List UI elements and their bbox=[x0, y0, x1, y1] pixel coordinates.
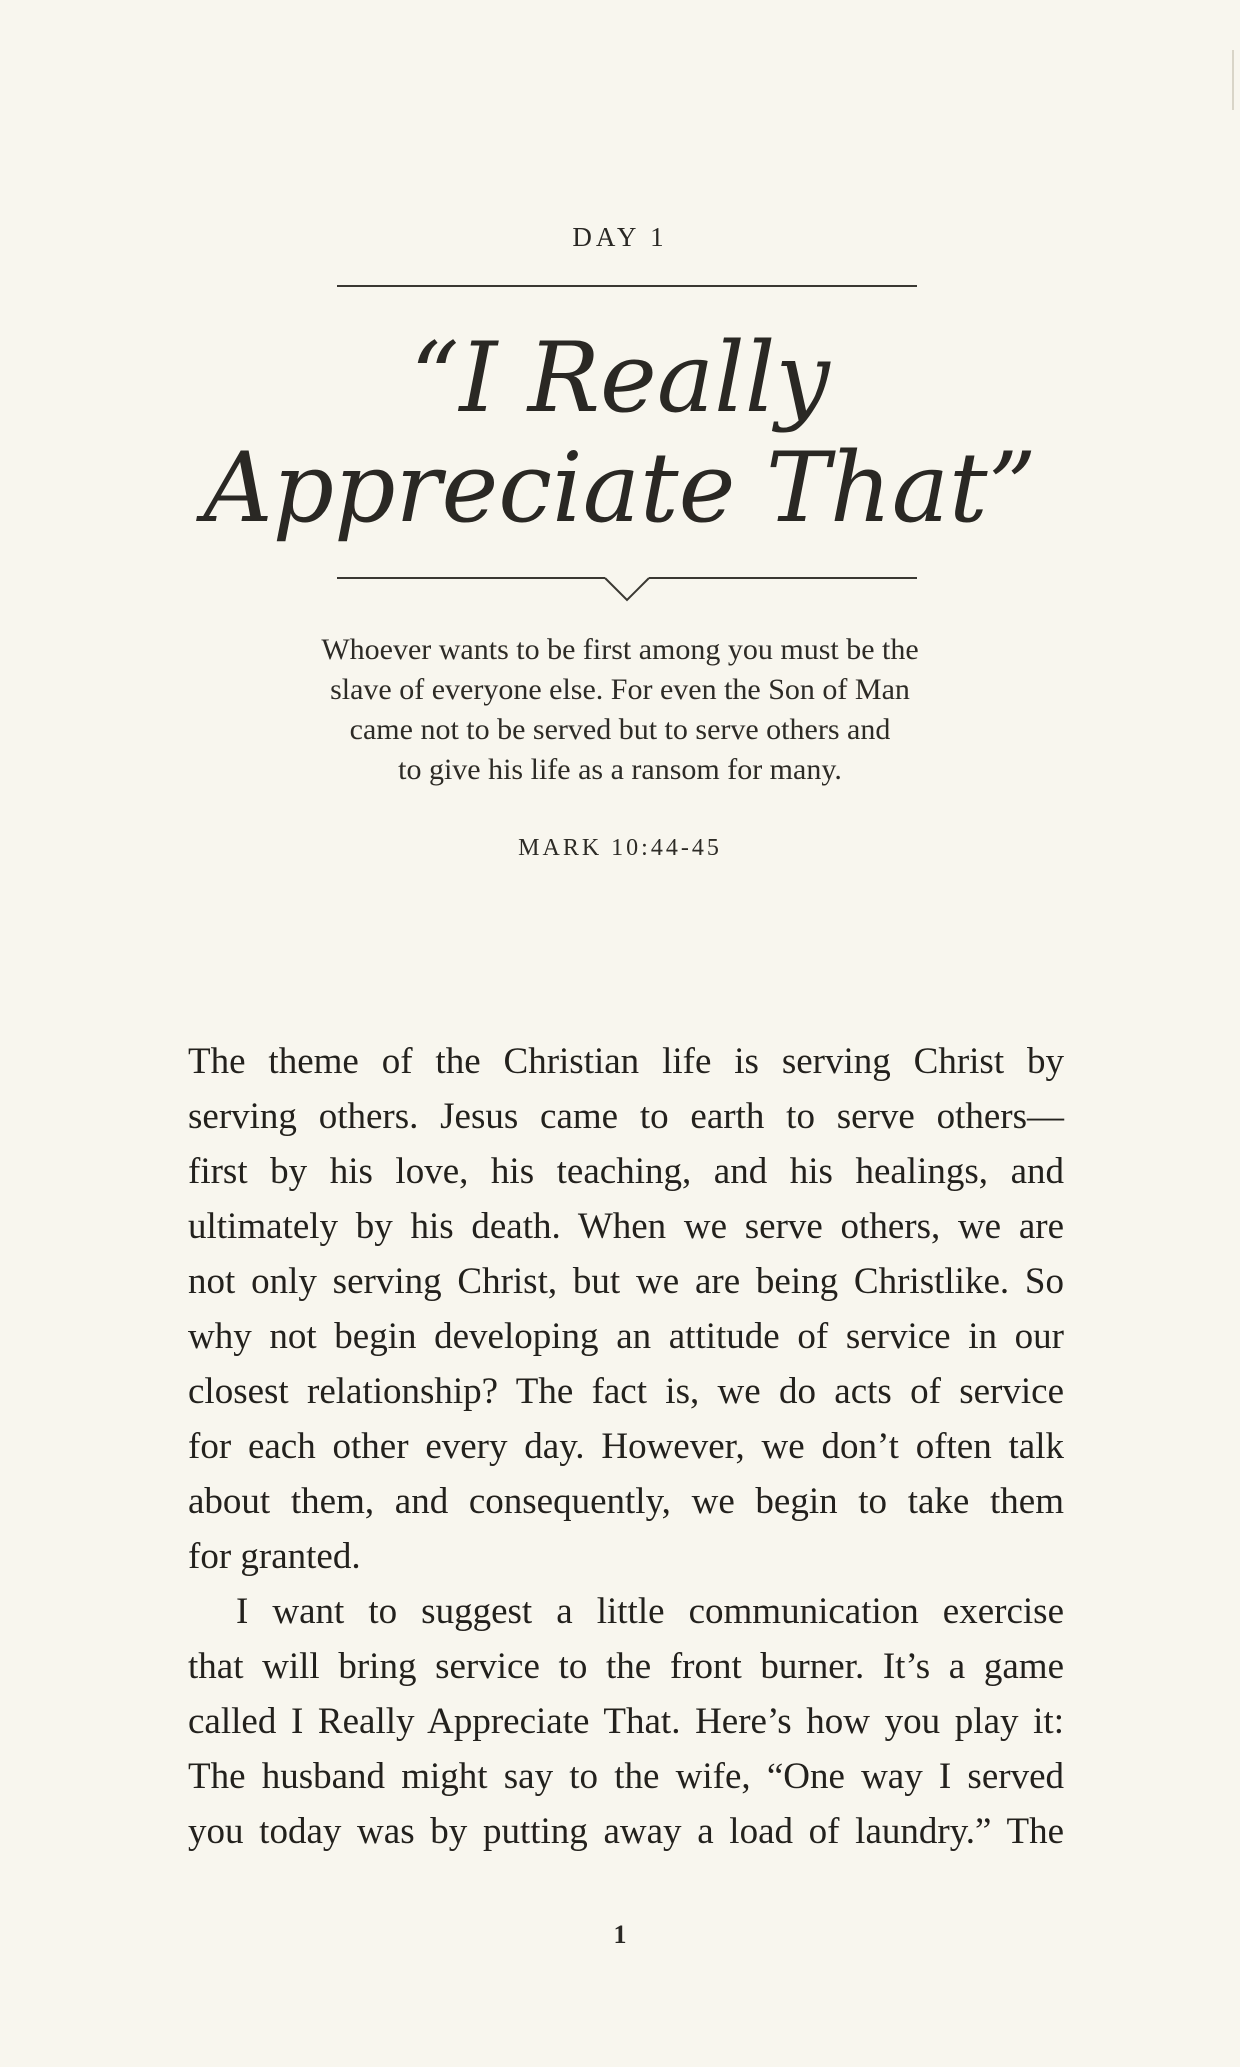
chapter-title-line-2: Appreciate That” bbox=[203, 432, 1037, 544]
epigraph-line: slave of everyone else. For even the Son of Man bbox=[330, 673, 910, 706]
body-line: for each other every day. However, we don’t often talk bbox=[188, 1426, 1064, 1467]
body-line: The theme of the Christian life is serving Christ by bbox=[188, 1041, 1064, 1082]
body-line: serving others. Jesus came to earth to serve others— bbox=[188, 1096, 1064, 1137]
body-line: you today was by putting away a load of laundry.” The bbox=[188, 1811, 1064, 1852]
scan-artifact-mark bbox=[1232, 50, 1234, 110]
body-line: called I Really Appreciate That. Here’s how you play it: bbox=[188, 1701, 1064, 1742]
epigraph-line: Whoever wants to be first among you must be the bbox=[321, 633, 919, 666]
body-line: I want to suggest a little communication exercise bbox=[236, 1591, 1064, 1632]
body-line: The husband might say to the wife, “One way I served bbox=[188, 1756, 1064, 1797]
page-number: 1 bbox=[613, 1920, 627, 1949]
body-line: that will bring service to the front burner. It’s a game bbox=[188, 1646, 1064, 1687]
day-label: DAY 1 bbox=[572, 222, 668, 252]
body-line: closest relationship? The fact is, we do acts of service bbox=[188, 1371, 1064, 1412]
scripture-reference: MARK 10:44-45 bbox=[518, 835, 722, 861]
body-line: about them, and consequently, we begin to take them bbox=[188, 1481, 1064, 1522]
epigraph-line: came not to be served but to serve others and bbox=[349, 713, 891, 746]
body-line: not only serving Christ, but we are being Christlike. So bbox=[188, 1261, 1064, 1302]
chapter-title-line-1: “I Really bbox=[410, 322, 830, 434]
chevron-down-icon bbox=[605, 578, 649, 600]
body-text bbox=[188, 1034, 1064, 1859]
body-line: first by his love, his teaching, and his healings, and bbox=[188, 1151, 1064, 1192]
epigraph bbox=[240, 630, 1000, 790]
body-line: ultimately by his death. When we serve others, we are bbox=[188, 1206, 1064, 1247]
top-rule bbox=[337, 285, 917, 287]
epigraph-line: to give his life as a ransom for many. bbox=[398, 753, 842, 786]
body-line: for granted. bbox=[188, 1536, 361, 1577]
chevron-divider bbox=[337, 570, 917, 604]
body-line: why not begin developing an attitude of service in our bbox=[188, 1316, 1064, 1357]
